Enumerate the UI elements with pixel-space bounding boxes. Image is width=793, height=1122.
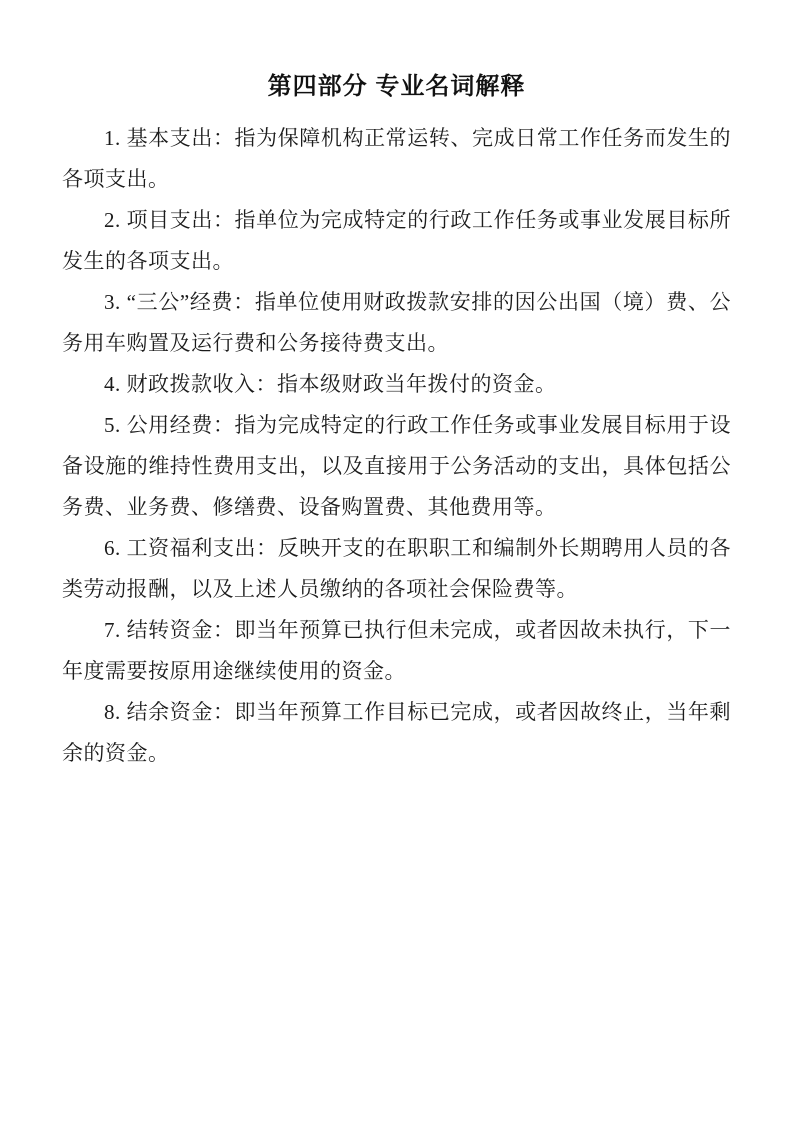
definition-paragraph-fiscal-appropriation-income: 4. 财政拨款收入：指本级财政当年拨付的资金。: [104, 372, 557, 396]
definition-paragraph-wage-welfare-expenditure: 6. 工资福利支出：反映开支的在职职工和编制外长期聘用人员的各类劳动报酬，以及上述人员缴纳的各项社会保险费等。: [62, 536, 731, 601]
definition-paragraph-public-funds: 5. 公用经费：指为完成特定的行政工作任务或事业发展目标用于设备设施的维持性费用支出，以及直接用于公务活动的支出，具体包括公务费、业务费、修缮费、设备购置费、其他费用等。: [62, 413, 731, 519]
document-body: [62, 118, 731, 774]
definition-paragraph-three-public-funds: 3. “三公”经费：指单位使用财政拨款安排的因公出国（境）费、公务用车购置及运行费和公务接待费支出。: [62, 290, 731, 355]
definition-paragraph-project-expenditure: 2. 项目支出：指单位为完成特定的行政工作任务或事业发展目标所发生的各项支出。: [62, 208, 731, 273]
definition-paragraph-basic-expenditure: 1. 基本支出：指为保障机构正常运转、完成日常工作任务而发生的各项支出。: [62, 126, 731, 191]
definition-paragraph-carryover-funds: 7. 结转资金：即当年预算已执行但未完成，或者因故未执行，下一年度需要按原用途继续使用的资金。: [62, 618, 731, 683]
page-title: 第四部分 专业名词解释: [267, 73, 526, 100]
definition-paragraph-surplus-funds: 8. 结余资金：即当年预算工作目标已完成，或者因故终止，当年剩余的资金。: [62, 700, 731, 765]
